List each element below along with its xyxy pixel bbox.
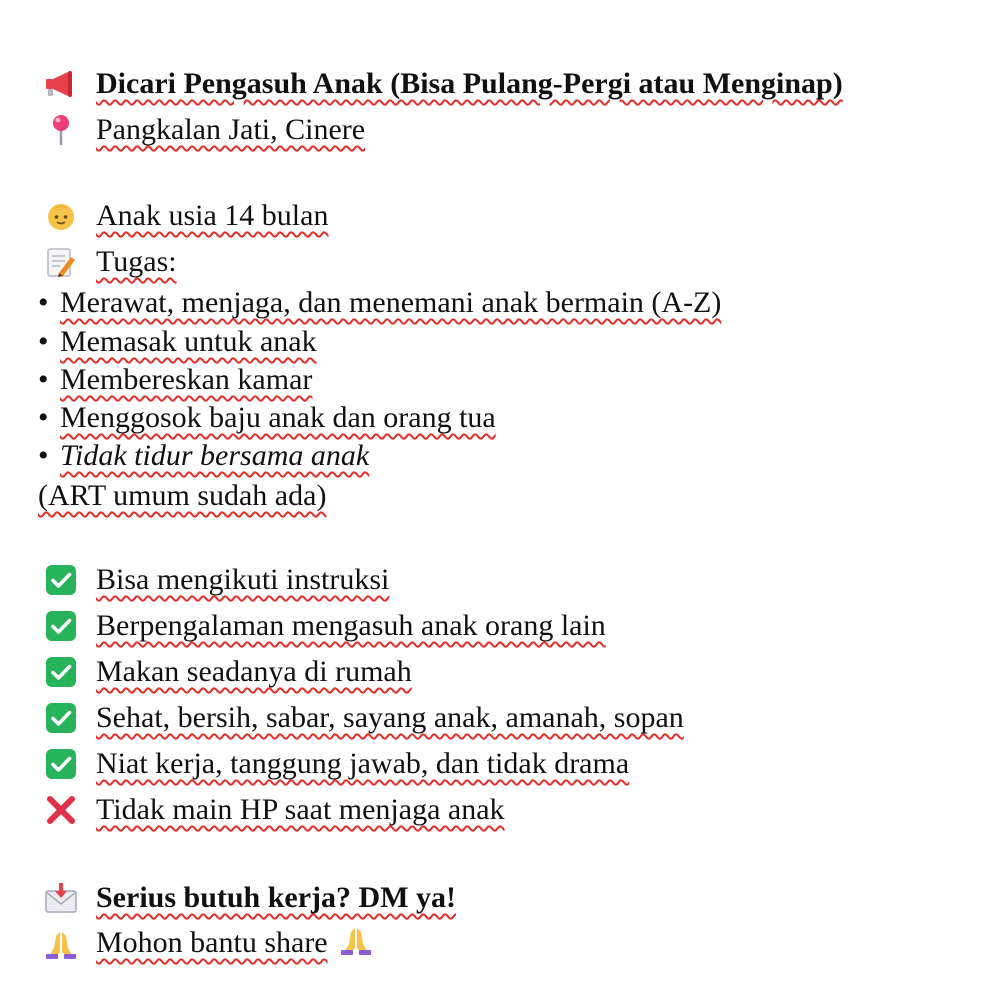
check-box-icon bbox=[44, 701, 78, 735]
bullet-dot: • bbox=[38, 325, 49, 358]
folded-hands-icon bbox=[44, 927, 78, 961]
memo-icon bbox=[44, 245, 78, 279]
task-item: Tidak tidur bersama anak bbox=[60, 439, 370, 472]
check-box-icon bbox=[44, 655, 78, 689]
share-text: Mohon bantu share bbox=[96, 926, 328, 959]
requirement-text: Bisa mengikuti instruksi bbox=[96, 563, 390, 596]
bullet-dot: • bbox=[38, 363, 49, 396]
bullet-dot: • bbox=[38, 439, 49, 472]
requirement-text: Makan seadanya di rumah bbox=[96, 655, 412, 688]
cta-text: Serius butuh kerja? DM ya! bbox=[96, 881, 457, 914]
bullet-dot: • bbox=[38, 286, 49, 319]
task-item: Membereskan kamar bbox=[60, 363, 313, 396]
requirement-text: Sehat, bersih, sabar, sayang anak, amanah, sopan bbox=[96, 701, 684, 734]
requirement-text: Niat kerja, tanggung jawab, dan tidak drama bbox=[96, 747, 630, 780]
location-text: Pangkalan Jati, Cinere bbox=[96, 113, 366, 146]
pushpin-icon bbox=[44, 113, 78, 147]
child-info-text: Anak usia 14 bulan bbox=[96, 199, 329, 232]
task-item: Menggosok baju anak dan orang tua bbox=[60, 401, 496, 434]
share-wrap bbox=[96, 924, 372, 964]
tasks-note: (ART umum sudah ada) bbox=[38, 479, 327, 512]
tasks-label: Tugas: bbox=[96, 245, 177, 278]
requirement-text: Berpengalaman mengasuh anak orang lain bbox=[96, 609, 606, 642]
megaphone-icon bbox=[44, 67, 78, 101]
check-box-icon bbox=[44, 563, 78, 597]
cross-mark-icon bbox=[44, 793, 78, 827]
bullet-dot: • bbox=[38, 401, 49, 434]
folded-hands-icon bbox=[340, 924, 372, 964]
task-item: Memasak untuk anak bbox=[60, 325, 317, 358]
page-title: Dicari Pengasuh Anak (Bisa Pulang-Pergi atau Menginap) bbox=[96, 67, 843, 100]
task-item: Merawat, menjaga, dan menemani anak bermain (A-Z) bbox=[60, 286, 722, 319]
check-box-icon bbox=[44, 609, 78, 643]
prohibition-text: Tidak main HP saat menjaga anak bbox=[96, 793, 505, 826]
baby-icon bbox=[44, 199, 78, 233]
envelope-icon bbox=[44, 881, 78, 915]
check-box-icon bbox=[44, 747, 78, 781]
